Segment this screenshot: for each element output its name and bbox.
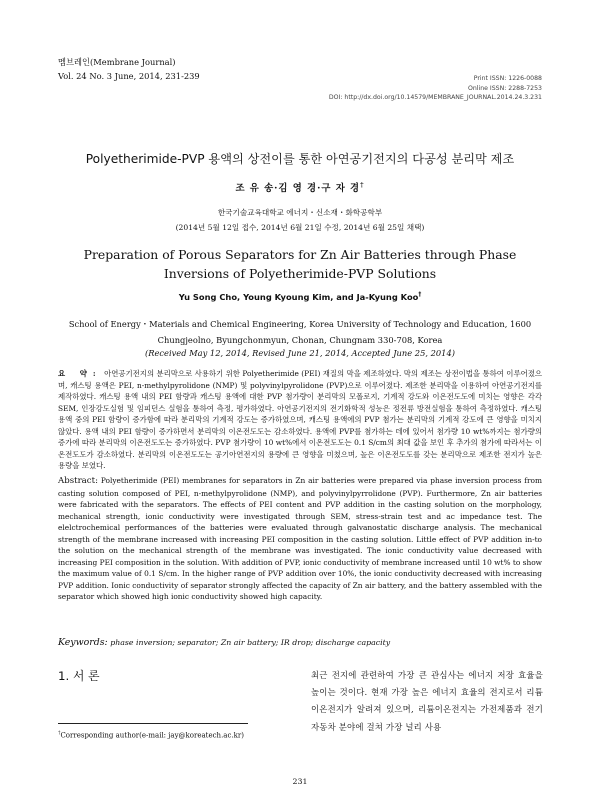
korean-title: Polyetherimide-PVP 용액의 상전이를 통한 아연공기전지의 다공성 분리막 제조	[85, 152, 515, 166]
issn-block	[329, 74, 542, 103]
corresponding-author-footnote	[58, 730, 244, 739]
page-number: 231	[292, 777, 308, 786]
english-title: Preparation of Porous Separators for Zn Air Batteries through Phase Inversions of Polyetherimide-PVP Solutions	[83, 247, 517, 281]
english-author-names: Yu Song Cho, Young Kyoung Kim, and Ja-Kyung Koo	[178, 292, 419, 302]
english-abstract	[58, 475, 542, 603]
keywords-text: phase inversion; separator; Zn air battery; IR drop; discharge capacity	[110, 638, 391, 647]
footnote-divider	[58, 723, 248, 724]
korean-affiliation: 한국기술교육대학교 에너지・신소재・화학공학부	[217, 208, 383, 217]
korean-abstract	[58, 368, 542, 472]
english-dates: (Received May 12, 2014, Revised June 21, 2014, Accepted June 25, 2014)	[145, 348, 455, 358]
footnote-text: Corresponding author(e-mail: jay@koreatech.ac.kr)	[60, 731, 244, 740]
introduction-body-text: 최근 전지에 관련하여 가장 큰 관심사는 에너지 저장 효율을 높이는 것이다. 현재 가장 높은 에너지 효율의 전지로서 리튬이온전지가 알려져 있으며, 리튬이온전지는 가전제품과 전기자동차 분야에 걸쳐 가장 널리 사용	[311, 670, 543, 732]
korean-authors	[0, 180, 600, 194]
korean-abstract-label: 요 약:	[58, 369, 102, 378]
affiliation-line-1: School of Energy・Materials and Chemical Engineering, Korea University of Technology and Education, 1600	[68, 319, 532, 329]
footnote-mark: †	[58, 730, 61, 736]
corresponding-mark-en: †	[418, 292, 422, 299]
english-authors	[0, 292, 600, 302]
korean-abstract-text: 아연공기전지의 분리막으로 사용하기 위한 Polyetherimide (PEI) 재질의 막을 제조하였다. 막의 제조는 상전이법을 통하여 이루어졌으며, 캐스팅 용액은 PEI, n-methylpyrolidone (NMP) 및 polyvinylpyrolidone (PVP)으로 이루어졌다. 제조한 분리막을 이용하여 아연공기전지를 제작하였다. 캐스팅 용액 내의 PEI 함량과 캐스팅 용액에 대한 PVP 첨가량이 분리막의 모폴로지, 기계적 강도와 이온전도도에 미치는 영향은 각각 SEM, 인장강도실험 및 임피던스 실험을 통하여 측정, 평가하였다. 아연공기전지의 전기화학적 성능은 정전류 방전실험을 통하여 측정하였다. 캐스팅 용액 중의 PEI 함량이 증가함에 따라 분리막의 기계적 강도는 증가하였으며, 캐스팅 용액에의 PVP 첨가는 분리막의 기계적 강도에 큰 영향을 미치지 않았다. 용액 내의 PEI 함량이 증가하면서 분리막의 이온전도도는 감소하였다. 용액에 PVP를 첨가하는 데에 있어서 첨가량 10 wt%까지는 첨가량의 증가에 따라 분리막의 이온전도도는 증가하였다. PVP 첨가량이 10 wt%에서 이온전도도는 0.1 S/cm의 최대 값을 보인 후 추가의 첨가에 따라서는 이온전도도가 감소하였다. 분리막의 이온전도도는 공기아연전지의 용량에 큰 영향을 미쳤으며, 높은 이온전도도를 갖는 분리막으로 제조한 전지가 높은 용량을 보였다.	[58, 369, 542, 470]
journal-name: 멤브레인(Membrane Journal)	[58, 57, 176, 67]
english-abstract-label: Abstract:	[58, 476, 98, 486]
section-heading-introduction: 1. 서 론	[58, 669, 100, 683]
keywords	[58, 637, 542, 648]
print-issn: Print ISSN: 1226-0088	[473, 75, 542, 82]
corresponding-mark: †	[360, 180, 365, 189]
affiliation-line-2: Chungjeolno, Byungchonmyun, Chonan, Chungnam 330-708, Korea	[157, 335, 443, 345]
journal-volume-line: Vol. 24 No. 3 June, 2014, 231-239	[58, 71, 200, 81]
doi-link[interactable]: DOI: http://dx.doi.org/10.14579/MEMBRANE_JOURNAL.2014.24.3.231	[328, 94, 542, 101]
korean-dates: (2014년 5월 12일 접수, 2014년 6월 21일 수정, 2014년 6월 25일 채택)	[175, 223, 425, 232]
korean-author-names: 조 유 송·김 영 경·구 자 경	[235, 183, 361, 194]
english-affiliation	[40, 316, 560, 348]
online-issn: Online ISSN: 2288-7253	[467, 84, 542, 92]
keywords-label: Keywords:	[58, 637, 108, 648]
english-abstract-text: Polyetherimide (PEI) membranes for separators in Zn air batteries were prepared via phase inversion process from casting solution composed of PEI, n-methylpyrolidone (NMP), and polyvinylpyrrolidone (PVP). Furthermore, Zn air batteries were fabricated with the separators. The effects of PEI content and PVP addition in the casting solution on the morphology, mechanical strength, ionic conductivity were investigated through SEM, stress-strain test and ac impedance test. The elelctrochemical performances of the batteries were evaluated through galvanostatic discharge analysis. The mechanical strength of the membrane increased with increasing PEI composition in the casting solution. Little effect of PVP addition in-to the solution on the mechanical strength of the membrane was investigated. The ionic conductivity value decreased with increasing PEI composition in the solution. With addition of PVP, ionic conductivity of membrane increased until 10 wt% to show the maximum value of 0.1 S/cm. In the higher range of PVP addition over 10%, the ionic conductivity decreased with increasing PVP addition. Ionic conductivity of separator strongly affected the capacity of Zn air battery, and the battery assembled with the separator which showed high ionic conductivity showed high capacity.	[58, 476, 542, 601]
